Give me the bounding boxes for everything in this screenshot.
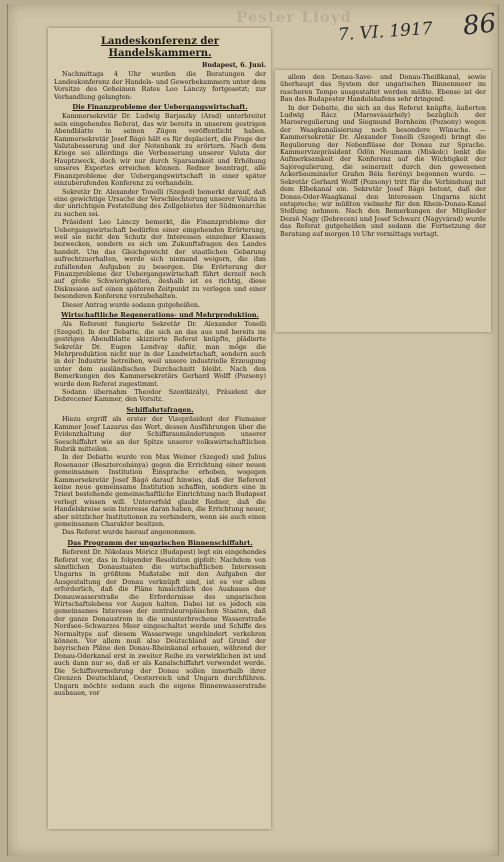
paragraph: Kammersekretär Dr. Ludwig Barjaszky (Arad) unterbreitet sein eingehendes Referat, das wir bereits in unserem gestrigen Abendblatte in seinen Zügen veröffentlicht haben. Kammersekretär Josef Bágó hält es für deplaciert, die Frage der Valutabesserung und der Notenbank zu erörtern. Nach dem Kriege sei allerdings die Verbesserung unserer Valuta der Hauptzweck, doch wir nur durch Sparsamkeit und Erhöhung unseres Exportes erreichen können. Redner beantragt, alle Finanzprobleme der Uebergangswirtschaft in einer später einzuberufenden Konferenz zu verhandeln.: [54, 112, 266, 188]
section-heading: Schiffahrtsfragen.: [126, 405, 194, 414]
handwritten-date: 7. VI. 1917: [337, 18, 434, 46]
section-heading: Das Programm der ungarischen Binnenschiffahrt.: [67, 538, 253, 547]
section-heading: Wirtschaftliche Regenerations- und Mehrproduktion.: [61, 311, 259, 319]
paragraph: Sekretär Dr. Alexander Tonelli (Szeged) bemerkt darauf, daß eine gewichtige Ursache der Verschlechterung unserer Valuta in der unrichtigen Feststellung des Zollgebietes der Südmonarchie zu suchen sei.: [54, 187, 266, 218]
paragraph: Sodann übernahm Theodor Szentkirályi, Präsident der Debrecener Kammer, den Vorsitz.: [54, 388, 266, 404]
paragraph: Dieser Antrag wurde sodann gutgeheißen.: [62, 300, 201, 309]
paragraph: Als Referent fungierte Sekretär Dr. Alexander Tonelli (Szeged). In der Debatte, die sich an das aus und bereits im gestrigen Abendblatte skizzierte Referat knüpfte, plädierte Sekretär Dr. Eugen Lendvay dafür, man möge die Mehrproduktion nicht nur in der Landwirtschaft, sondern auch in der Industrie betreiben, weil unsere industrielle Erzeugung unter dem ausländischen Durchschnitt bleibt. Nach den Bemerkungen des Kammersekretärs Gerhard Wolff (Pozsony) wurde dem Referat zugestimmt.: [54, 320, 266, 388]
paragraph: Hiezu ergriff als erster der Vizepräsident der Fiumaner Kammer Josef Lazarus das Wort, dessen Ausführungen über die Evidenzhaltung der Schiffsraumänderungen unserer Seeschiffahrt wie an der Spitze unserer volkswirtschaftlichen Rubrik mitteilen.: [54, 415, 266, 453]
newspaper-stamp: Pester Lloyd: [236, 8, 352, 26]
section-heading: Die Finanzprobleme der Uebergangswirtschaft.: [72, 103, 248, 112]
article-column-left: [54, 34, 266, 698]
paragraph: In der Debatte wurde von Max Weiner (Szeged) und Julius Rosenauer (Besztercebánya) gegen die Errichtung einer neuen gemeinsamen Institution Einsprache erhoben, wogegen Kammersekretär Josef Bágó darauf hinwies, daß der Referent keine neue gemeinsame Institution schaffen, sondern eine in Triest bestehende gemeinschaftliche Einrichtung nach Budapest verlegt wissen will. Unterorfeld glaubt Redner, daß die Handelskreise sein Interesse daran haben, die Errichtung neuer, aber nützlicher Institutionen zu verhindern, wenn sie auch einen gemeinsamen Charakter besitzen.: [54, 453, 266, 528]
paragraph: Das Referat wurde hierauf angenommen.: [62, 528, 197, 537]
paragraph: In der Debatte, die sich an das Referat knüpfte, äußerten Ludwig Rácz (Marosvásárhely) bezüglich der Marosregulierung und Siegmund Bornheim (Pozsony) wegen der Waagkanalisierung noch besondere Wünsche. — Kammersekretär Dr. Alexander Tonelli (Szeged) bringt die Regulierung der Nebenflüsse der Donau zur Sprache. Kammervizepräsident Ödön Neumann (Miskolc) lenkt die Aufmerksamkeit der Konferenz auf die Wichtigkeit der Sajóregulierung, die seinerzeit durch den gewesenen Ackerbauminister Grafen Béla Serényi begonnen wurde. — Sekretär Gerhard Wolff (Pozsony) tritt für die Verbindung mit dem Elbekanal ein. Sekretär Josef Bágó betont, daß der Donau-Oder-Waagkanal den Interessen Ungarns nicht entspreche; wir müßten vielmehr für den Rhein-Donau-Kanal Stellung nehmen. Nach den Bemerkungen der Mitglieder Dezsö Nagy (Debrecen) und Josef Schwarz (Nagyvárad) wurde das Referat gutgeheißen und sodann die Fortsetzung der Beratung auf morgen 10 Uhr vormittags vertagt.: [280, 103, 486, 238]
paragraph: allem den Donau-Save- und Donau-Theißkanal, sowie überhaupt das System der ungarischen Binnenmeer im rascheren Tempo ausgestaltet werden müßte. Ebenso ist der Bau des Budapester Handelshafens sehr dringend.: [280, 73, 486, 104]
article-column-right: [280, 74, 486, 239]
article-dateline: Budapest, 6. Juni.: [201, 61, 266, 69]
paragraph: Referent Dr. Nikolaus Móricz (Budapest) legt ein eingehendes Referat vor, das in folgender Resolution gipfelt: Nachdem von sämtlichen Donaustaaten die wirtschaftlichen Interessen Ungarns in größtem Maßstabe mit den Aufgaben der Ausgestaltung der Donau verknüpft sind, ist es vor allem erforderlich, daß die Pläne hinsichtlich des Ausbaues der Donauwasserstraße die Erfordernisse des ungarischen Wirtschaftslebens vor Augen halten. Dabei ist es jedoch ein gemeinsames Interesse der zentraleuropäischen Staaten, daß der ganze Donaustrom in die ununterbrochene Wasserstraße Nordsee–Schwarzes Meer eingeschaltet werde und Schiffe des Normaltyps auf diesem Wasserwege ungehindert verkehren können. Vor allem muß also Deutschland auf Grund der bayrischen Pläne den Donau-Rheinkanal erbauen, während der Donau-Oderkanal erst in zweiter Reihe zu verwirklichen ist und auch dann nur so, daß er als Kanalschiffahrt verwendet werde. Die Schiffsvermehrung der Donau sollen innerhalb ihrer Grenzen Deutschland, Oesterreich und Ungarn durchführen. Ungarn möchte sodann auch die eigene Binnenwasserstraße ausbauen, vor: [54, 548, 266, 697]
handwritten-page-number: 86: [461, 8, 498, 42]
article-title: Landeskonferenz der Handelskammern.: [101, 36, 219, 59]
article-intro: Nachmittags 4 Uhr wurden die Beratungen der Landeskonferenz der Handels- und Gewerbekammern unter dem Vorsitze des Geheimen Rates Leo Lánczy fortgesetzt; zur Verhandlung gelangten:: [54, 70, 266, 101]
paragraph: Präsident Leo Lánczy bemerkt, die Finanzprobleme der Uebergangswirtschaft bedürfen einer eingehenden Erörterung, weil sie nicht den Schutz der Interessen einzelner Klassen bezwecken, sondern es sich um Zukunftsfragen des Landes handelt. Um das Gleichgewicht der staatlichen Gebarung aufrechtzuerhalten, werde sich niemand weigern, die ihm zufallenden Aufgaben zu besorgen. Die Erörterung der Finanzprobleme der Uebergangswirtschaft führt derzeit noch auf große Schwierigkeiten, deshalb ist es richtig, diese Diskussion auf einen späteren Zeitpunkt zu verlegen und einer besonderen Konferenz vorzubehalten.: [54, 218, 266, 301]
